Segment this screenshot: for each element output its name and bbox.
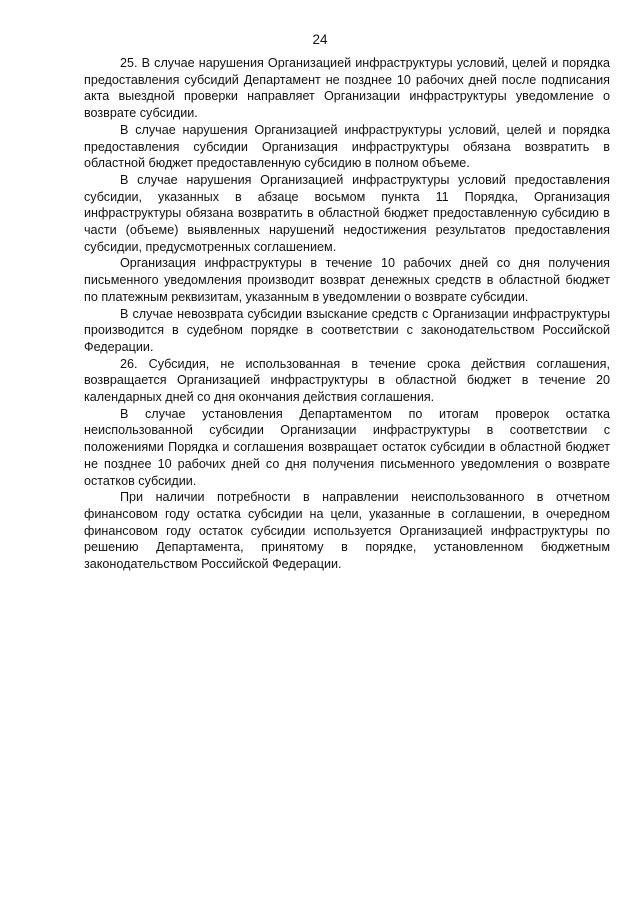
page-number: 24	[312, 32, 328, 47]
paragraph-partial-refund: В случае нарушения Организацией инфраструктуры условий предоставления субсидии, указанных в абзаце восьмом пункта 11 Порядка, Организация инфраструктуры обязана возвратить в областной бюджет предоставленную субсидию в части (объеме) выявленных нарушений недостижения результатов предоставления субсидии, предусмотренных соглашением.	[84, 172, 610, 254]
paragraph-remainder-reuse: При наличии потребности в направлении неиспользованного в отчетном финансовом году остатка субсидии на цели, указанные в соглашении, в очередном финансовом году остаток субсидии используется Организацией инфраструктуры по решению Департамента, принятому в порядке, установленном бюджетным законодательством Российской Федерации.	[84, 490, 610, 572]
paragraph-26-unused-subsidy: 26. Субсидия, не использованная в течение срока действия соглашения, возвращается Организацией инфраструктуры в областной бюджет в течение 20 календарных дней со дня окончания действия соглашения.	[84, 356, 610, 405]
paragraph-remainder-return: В случае установления Департаментом по итогам проверок остатка неиспользованной субсидии Организации инфраструктуры в соответствии с положениями Порядка и соглашения возвращает остаток субсидии в областной бюджет не позднее 10 рабочих дней со дня получения письменного уведомления о возврате остатков субсидии.	[84, 406, 610, 488]
paragraph-refund-deadline: Организация инфраструктуры в течение 10 рабочих дней со дня получения письменного уведомления производит возврат денежных средств в областной бюджет по платежным реквизитам, указанным в уведомлении о возврате субсидии.	[84, 256, 610, 304]
paragraph-full-refund: В случае нарушения Организацией инфраструктуры условий, целей и порядка предоставления субсидии Организация инфраструктуры обязана возвратить в областной бюджет предоставленную субсидию в полном объеме.	[84, 122, 610, 171]
paragraph-25-violation-notice: 25. В случае нарушения Организацией инфраструктуры условий, целей и порядка предоставления субсидий Департамент не позднее 10 рабочих дней после подписания акта выездной проверки направляет Организации инфраструктуры уведомление о возврате субсидии.	[84, 56, 610, 121]
document-body	[84, 55, 610, 573]
paragraph-court-recovery: В случае невозврата субсидии взыскание средств с Организации инфраструктуры производится в судебном порядке в соответствии с законодательством Российской Федерации.	[84, 306, 610, 354]
